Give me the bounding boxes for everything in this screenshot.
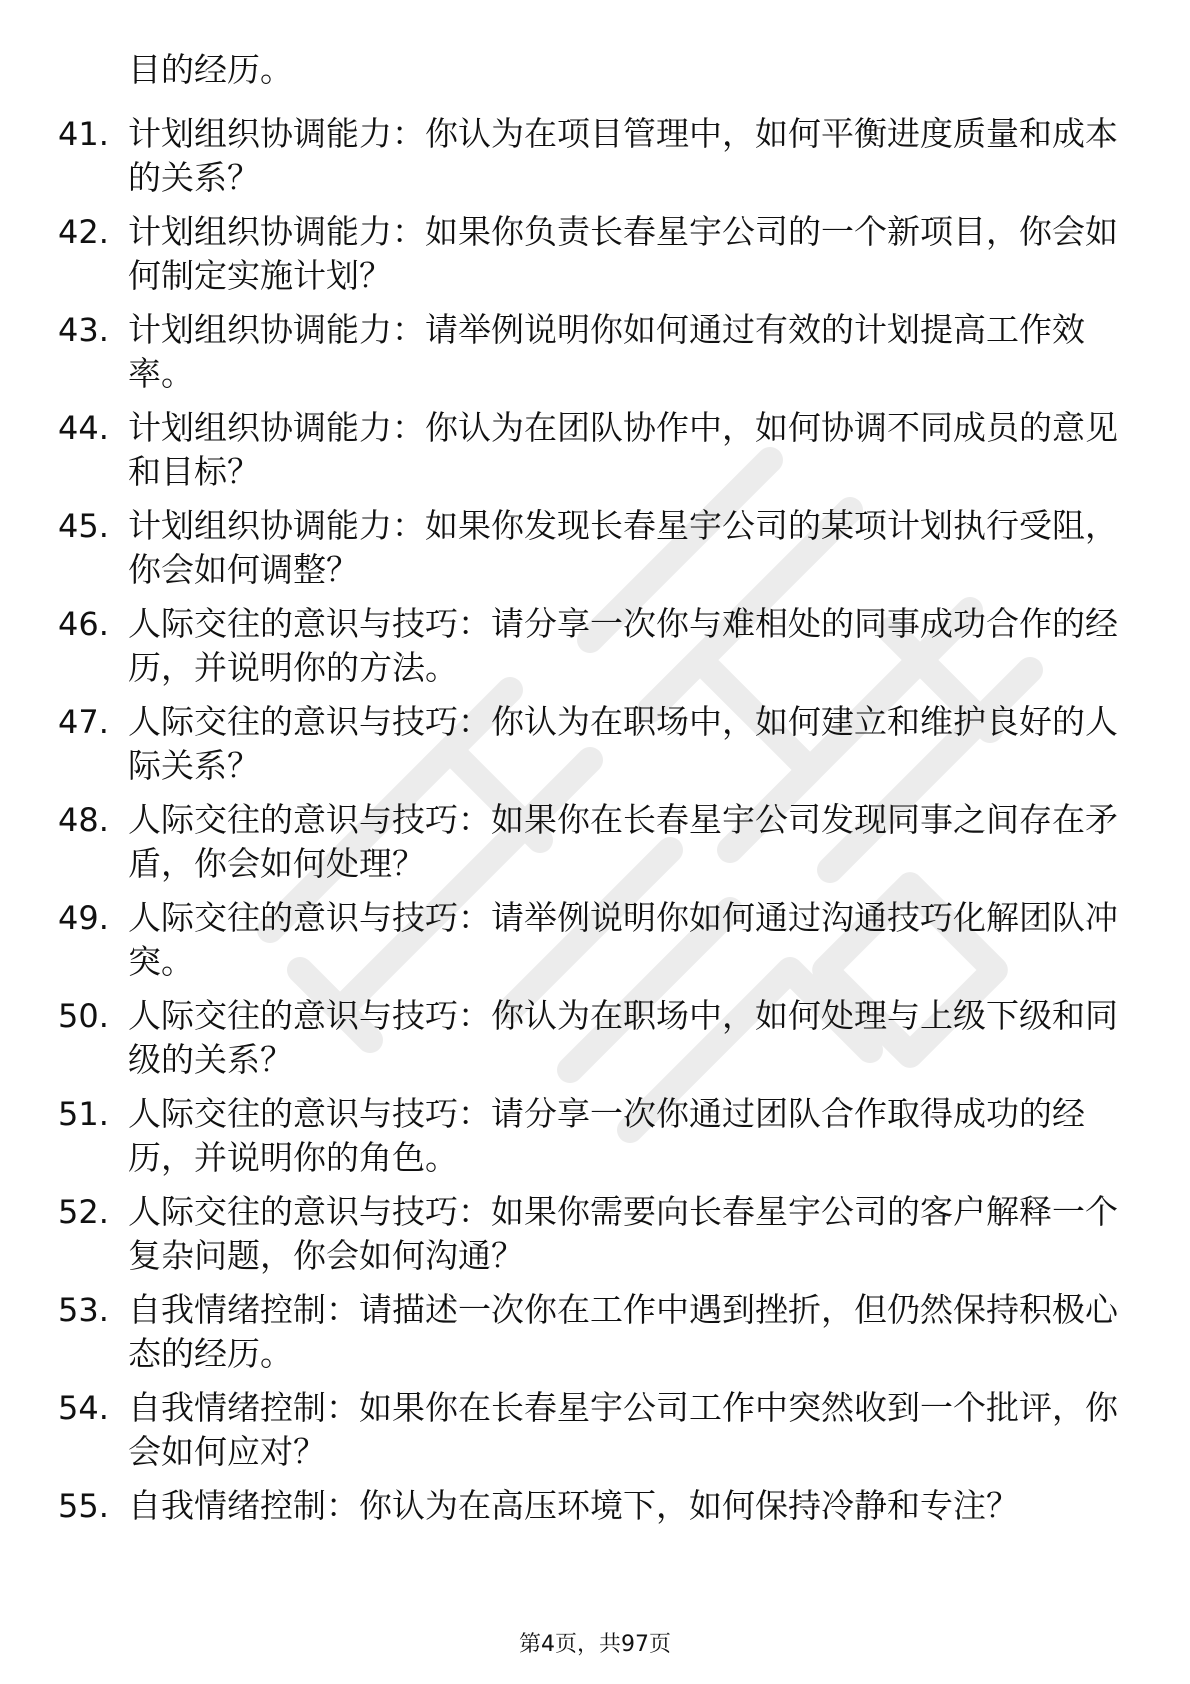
question-number: 41. bbox=[58, 115, 109, 153]
question-text: 计划组织协调能力：如果你发现长春星宇公司的某项计划执行受阻，你会如何调整？ bbox=[128, 506, 1118, 589]
question-item bbox=[0, 1288, 1190, 1386]
question-number: 44. bbox=[58, 409, 109, 447]
question-item bbox=[0, 700, 1190, 798]
question-item bbox=[0, 210, 1190, 308]
question-number: 50. bbox=[58, 997, 109, 1035]
question-text: 自我情绪控制：请描述一次你在工作中遇到挫折，但仍然保持积极心态的经历。 bbox=[128, 1290, 1118, 1373]
question-text: 人际交往的意识与技巧：你认为在职场中，如何建立和维护良好的人际关系？ bbox=[128, 702, 1118, 785]
question-number: 55. bbox=[58, 1487, 109, 1525]
question-item bbox=[0, 112, 1190, 210]
question-number: 43. bbox=[58, 311, 109, 349]
question-number: 51. bbox=[58, 1095, 109, 1133]
page-footer: 第4页，共97页 bbox=[519, 1632, 671, 1657]
question-item bbox=[0, 602, 1190, 700]
question-text: 人际交往的意识与技巧：如果你需要向长春星宇公司的客户解释一个复杂问题，你会如何沟通？ bbox=[128, 1192, 1118, 1275]
question-text: 人际交往的意识与技巧：请举例说明你如何通过沟通技巧化解团队冲突。 bbox=[128, 898, 1118, 981]
question-text: 人际交往的意识与技巧：如果你在长春星宇公司发现同事之间存在矛盾，你会如何处理？ bbox=[128, 800, 1118, 883]
question-number: 47. bbox=[58, 703, 109, 741]
question-text: 人际交往的意识与技巧：你认为在职场中，如何处理与上级下级和同级的关系？ bbox=[128, 996, 1118, 1079]
question-text: 自我情绪控制：如果你在长春星宇公司工作中突然收到一个批评，你会如何应对？ bbox=[128, 1388, 1118, 1471]
question-text: 计划组织协调能力：你认为在团队协作中，如何协调不同成员的意见和目标？ bbox=[128, 408, 1118, 491]
question-number: 49. bbox=[58, 899, 109, 937]
question-text: 自我情绪控制：你认为在高压环境下，如何保持冷静和专注？ bbox=[128, 1486, 1019, 1525]
question-item bbox=[0, 1190, 1190, 1288]
question-number: 42. bbox=[58, 213, 109, 251]
question-text: 计划组织协调能力：如果你负责长春星宇公司的一个新项目，你会如何制定实施计划？ bbox=[128, 212, 1118, 295]
question-item bbox=[0, 1484, 1190, 1582]
question-number: 54. bbox=[58, 1389, 109, 1427]
question-item bbox=[0, 504, 1190, 602]
continued-question-text: 目的经历。 bbox=[128, 50, 293, 89]
question-number: 45. bbox=[58, 507, 109, 545]
question-text: 人际交往的意识与技巧：请分享一次你与难相处的同事成功合作的经历，并说明你的方法。 bbox=[128, 604, 1118, 687]
question-item bbox=[0, 406, 1190, 504]
question-item bbox=[0, 1092, 1190, 1190]
question-item bbox=[0, 896, 1190, 994]
question-number: 48. bbox=[58, 801, 109, 839]
question-item bbox=[0, 308, 1190, 406]
question-text: 人际交往的意识与技巧：请分享一次你通过团队合作取得成功的经历，并说明你的角色。 bbox=[128, 1094, 1085, 1177]
question-item bbox=[0, 994, 1190, 1092]
question-number: 52. bbox=[58, 1193, 109, 1231]
question-list bbox=[0, 112, 1190, 1582]
question-text: 计划组织协调能力：你认为在项目管理中，如何平衡进度质量和成本的关系？ bbox=[128, 114, 1118, 197]
question-item bbox=[0, 1386, 1190, 1484]
question-text: 计划组织协调能力：请举例说明你如何通过有效的计划提高工作效率。 bbox=[128, 310, 1085, 393]
question-item bbox=[0, 798, 1190, 896]
question-number: 46. bbox=[58, 605, 109, 643]
question-number: 53. bbox=[58, 1291, 109, 1329]
